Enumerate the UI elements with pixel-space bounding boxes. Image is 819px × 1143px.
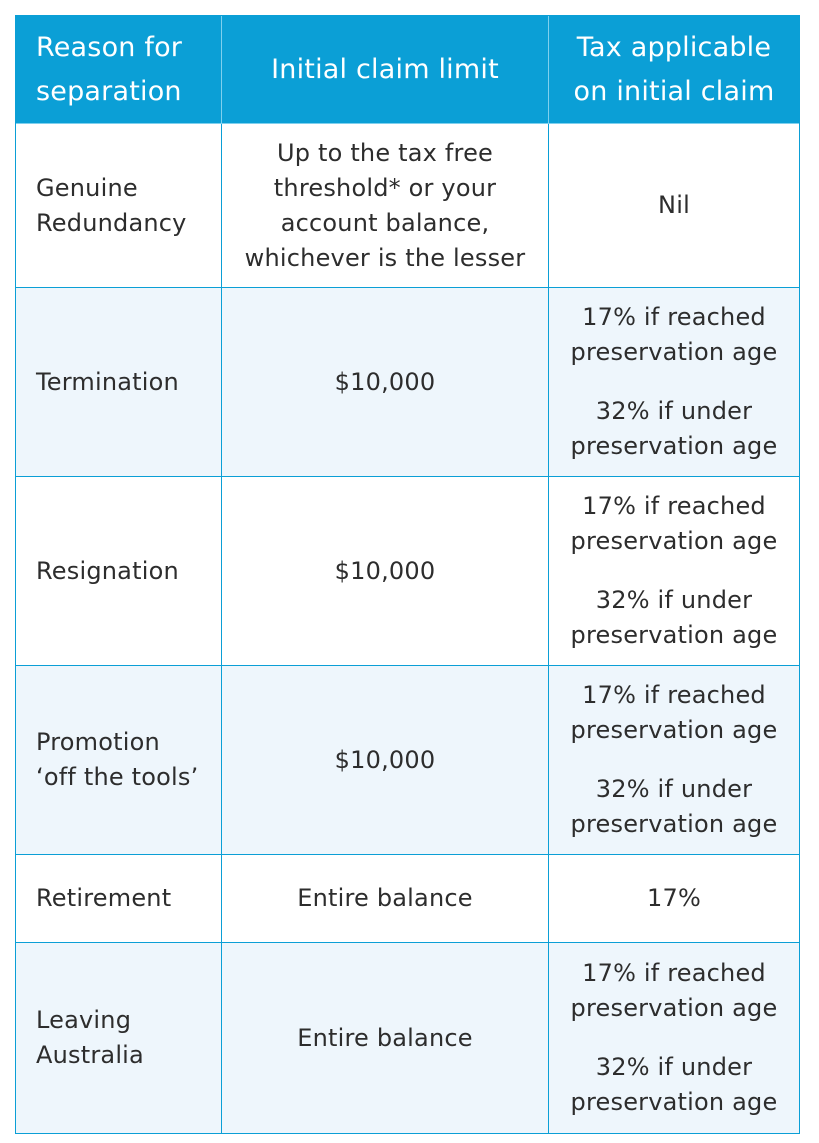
limit-line: threshold* or your	[273, 173, 497, 202]
row-tax-resignation	[549, 477, 799, 666]
tax-line: 32% if under	[595, 586, 753, 614]
reason-line: Genuine	[36, 173, 138, 202]
tax-line: 17%	[647, 884, 701, 912]
reason-line: ‘off the tools’	[36, 763, 199, 791]
row-limit-resignation	[222, 477, 549, 666]
reason-line: Termination	[36, 367, 179, 396]
header-reason-line: Reason for	[36, 31, 183, 63]
limit-line: $10,000	[334, 745, 436, 774]
row-tax-leaving-australia	[549, 943, 799, 1133]
tax-line: preservation age	[570, 1088, 778, 1116]
header-claim-limit-line: Initial claim limit	[271, 53, 499, 85]
tax-line: preservation age	[570, 338, 778, 366]
reason-line: Promotion	[36, 728, 160, 756]
row-reason-termination	[16, 288, 222, 477]
tax-line: preservation age	[570, 527, 778, 555]
limit-line: account balance,	[280, 208, 490, 237]
reason-line: Retirement	[36, 884, 172, 912]
tax-line: preservation age	[570, 621, 778, 649]
row-reason-resignation	[16, 477, 222, 666]
separation-claims-table	[15, 15, 800, 1134]
row-limit-termination	[222, 288, 549, 477]
reason-line: Australia	[36, 1041, 144, 1069]
tax-line: 17% if reached	[582, 959, 766, 987]
limit-line: Up to the tax free	[276, 138, 494, 167]
tax-line: 32% if under	[595, 397, 753, 425]
row-limit-leaving-australia	[222, 943, 549, 1133]
reason-line: Resignation	[36, 556, 179, 585]
reason-line: Redundancy	[36, 208, 187, 237]
row-tax-genuine-redundancy	[549, 124, 799, 288]
tax-line: 17% if reached	[582, 492, 766, 520]
limit-line: Entire balance	[297, 884, 473, 912]
row-limit-retirement	[222, 855, 549, 943]
row-tax-termination	[549, 288, 799, 477]
limit-line: $10,000	[334, 367, 436, 396]
header-tax	[549, 16, 799, 124]
row-limit-genuine-redundancy	[222, 124, 549, 288]
row-reason-retirement	[16, 855, 222, 943]
row-limit-promotion	[222, 666, 549, 855]
header-tax-line: Tax applicable	[576, 31, 772, 63]
row-tax-retirement	[549, 855, 799, 943]
limit-line: $10,000	[334, 556, 436, 585]
row-reason-genuine-redundancy	[16, 124, 222, 288]
header-reason	[16, 16, 222, 124]
header-reason-line: separation	[36, 75, 182, 107]
tax-line: 32% if under	[595, 1053, 753, 1081]
tax-line: 17% if reached	[582, 681, 766, 709]
tax-line: 32% if under	[595, 775, 753, 803]
tax-line: preservation age	[570, 716, 778, 744]
row-tax-promotion	[549, 666, 799, 855]
row-reason-leaving-australia	[16, 943, 222, 1133]
tax-line: 17% if reached	[582, 303, 766, 331]
tax-line: preservation age	[570, 432, 778, 460]
row-reason-promotion	[16, 666, 222, 855]
tax-line: preservation age	[570, 810, 778, 838]
header-tax-line: on initial claim	[573, 75, 775, 107]
tax-line: preservation age	[570, 994, 778, 1022]
limit-line: whichever is the lesser	[244, 243, 526, 272]
header-claim-limit	[222, 16, 549, 124]
limit-line: Entire balance	[297, 1023, 473, 1052]
tax-line: Nil	[658, 191, 690, 219]
reason-line: Leaving	[36, 1006, 132, 1034]
